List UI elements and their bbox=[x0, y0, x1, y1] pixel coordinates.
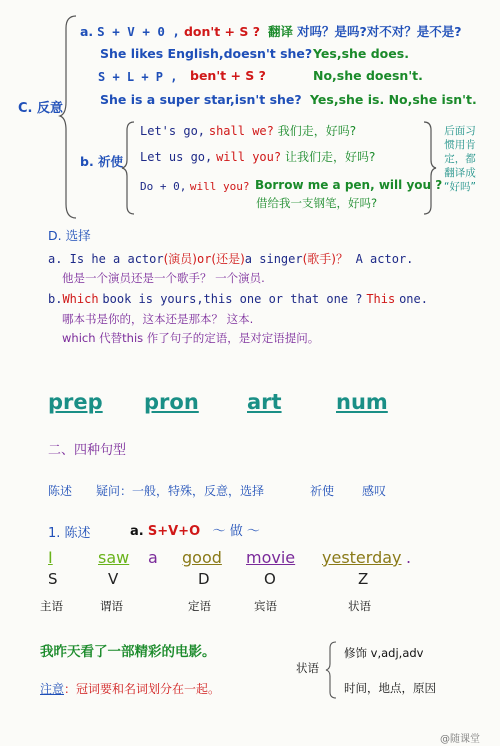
word-period: . bbox=[406, 548, 412, 567]
sentence-type-question: 疑问：一般，特殊，反意，选择 bbox=[96, 484, 265, 498]
choice-a-line bbox=[48, 250, 413, 267]
adverbial-2: 时间，地点，原因 bbox=[344, 681, 436, 695]
choice-b-marker: b. bbox=[48, 292, 63, 306]
watermark: @随课堂 bbox=[440, 734, 480, 745]
word-saw: saw bbox=[98, 548, 130, 567]
note-line bbox=[40, 680, 220, 697]
letter-z: Z bbox=[358, 570, 369, 588]
imperative-line-3 bbox=[140, 180, 249, 193]
role-subject: 主语 bbox=[40, 599, 63, 613]
formula-1-rule: don't + S ? bbox=[183, 24, 260, 39]
formula-1-row bbox=[80, 22, 461, 40]
note-text: ：冠词要和名词划分在一起。 bbox=[64, 682, 221, 696]
statement-sub-marker: a. bbox=[130, 524, 144, 539]
line-2-tag: will you? bbox=[216, 150, 282, 164]
formula-2-code: S + L + P , bbox=[98, 70, 178, 84]
section-d-label: D. 选择 bbox=[48, 228, 91, 243]
choice-a-prefix: a. Is he a actor bbox=[48, 252, 164, 266]
role-adverbial: 状语 bbox=[348, 599, 371, 613]
side-note bbox=[440, 124, 480, 194]
formula-translation: 做 bbox=[229, 524, 243, 539]
role-attributive: 定语 bbox=[188, 599, 211, 613]
answer-2: No,she doesn't. bbox=[313, 68, 423, 83]
item-a-marker: a. bbox=[80, 24, 94, 39]
line-1-trans: 我们走，好吗? bbox=[277, 124, 357, 138]
adverbial-brace bbox=[326, 640, 338, 700]
line-2-trans: 让我们走，好吗? bbox=[284, 150, 376, 164]
example-1: She likes English,doesn't she? bbox=[100, 46, 313, 61]
word-good: good bbox=[182, 548, 222, 567]
word-i: I bbox=[48, 548, 53, 567]
sentence-type-statement: 陈述 bbox=[48, 484, 73, 498]
section-two-title: 二、四种句型 bbox=[48, 443, 127, 458]
formula-1-code: S + V + 0 , bbox=[97, 24, 180, 39]
line-3-example: Borrow me a pen, will you ? bbox=[255, 178, 443, 192]
choice-a-mid: a singer bbox=[244, 252, 303, 266]
tilde-left: ～ bbox=[212, 524, 226, 539]
sentence-type-imperative: 祈使 bbox=[310, 484, 335, 498]
note-label: 注意 bbox=[40, 682, 65, 696]
pos-term-art: art bbox=[247, 390, 282, 414]
choice-a-paren-1: (演员) bbox=[163, 252, 197, 266]
side-note-line-5: “好吗” bbox=[444, 181, 476, 193]
pos-term-num: num bbox=[336, 390, 388, 414]
pos-term-prep: prep bbox=[48, 390, 103, 414]
choice-a-paren-3: (歌手)？ bbox=[302, 252, 348, 266]
side-note-line-1: 后面习 bbox=[444, 125, 476, 137]
line-1-prefix: Let's go, bbox=[140, 124, 206, 138]
word-movie: movie bbox=[246, 548, 296, 567]
word-yesterday: yesterday bbox=[322, 548, 402, 567]
role-object: 宾语 bbox=[254, 599, 277, 613]
imperative-line-2 bbox=[140, 148, 375, 165]
word-a: a bbox=[148, 548, 158, 567]
letter-d: D bbox=[198, 570, 210, 588]
side-note-line-3: 定，都 bbox=[444, 153, 476, 165]
adverbial-label: 状语 bbox=[296, 661, 319, 675]
formula-1-note-label: 翻译 bbox=[267, 24, 293, 39]
statement-heading: 1. 陈述 bbox=[48, 526, 91, 541]
choice-b-note: which 代替this 作了句子的定语，是对定语提问。 bbox=[62, 331, 320, 345]
letter-o: O bbox=[264, 570, 276, 588]
choice-a-answer: A actor. bbox=[355, 252, 414, 266]
imperative-line-1 bbox=[140, 122, 356, 139]
formula-2-rule: ben't + S ? bbox=[190, 68, 266, 83]
section-b-brace bbox=[122, 120, 136, 216]
choice-b-which: Which bbox=[62, 292, 99, 306]
line-1-tag: shall we? bbox=[208, 124, 274, 138]
answer-3: Yes,she is. No,she isn't. bbox=[310, 92, 477, 107]
letter-s: S bbox=[48, 570, 58, 588]
side-note-brace bbox=[422, 120, 436, 216]
statement-formula: S+V+O bbox=[147, 524, 201, 539]
formula-1-note: 对吗？是吗?对不对？是不是? bbox=[296, 24, 462, 39]
choice-b-end: one. bbox=[399, 292, 428, 306]
side-note-line-2: 惯用肯 bbox=[444, 139, 476, 151]
choice-b-translation: 哪本书是你的，这本还是那本？ 这本. bbox=[62, 312, 254, 326]
choice-a-translation: 他是一个演员还是一个歌手？ 一个演员. bbox=[62, 271, 265, 285]
role-predicate: 谓语 bbox=[100, 599, 123, 613]
example-2: She is a super star,isn't she? bbox=[100, 92, 302, 107]
line-2-prefix: Let us go, bbox=[140, 150, 213, 164]
section-c-brace bbox=[60, 14, 78, 220]
pos-term-pron: pron bbox=[144, 390, 199, 414]
choice-b-mid: book is yours,this one or that one ? bbox=[102, 292, 363, 306]
choice-b-this: This bbox=[366, 292, 396, 306]
statement-formula-row bbox=[130, 520, 260, 539]
choice-a-paren-2: (还是) bbox=[211, 252, 245, 266]
tilde-right: ～ bbox=[246, 524, 260, 539]
item-b-marker: b. 祈使 bbox=[80, 154, 124, 169]
choice-a-or: or bbox=[196, 252, 212, 266]
letter-v: V bbox=[108, 570, 119, 588]
sentence-type-exclamatory: 感叹 bbox=[362, 484, 387, 498]
section-c-label: C. 反意 bbox=[18, 101, 64, 116]
line-3-trans: 借给我一支钢笔，好吗? bbox=[256, 196, 378, 210]
adverbial-1: 修饰 v,adj,adv bbox=[344, 646, 424, 660]
choice-b-line bbox=[48, 292, 428, 306]
line-3-tag: will you? bbox=[189, 180, 250, 193]
chinese-sentence: 我昨天看了一部精彩的电影。 bbox=[40, 644, 216, 660]
line-3-prefix: Do + 0, bbox=[140, 180, 187, 193]
side-note-line-4: 翻译成 bbox=[444, 167, 476, 179]
answer-1: Yes,she does. bbox=[313, 46, 409, 61]
